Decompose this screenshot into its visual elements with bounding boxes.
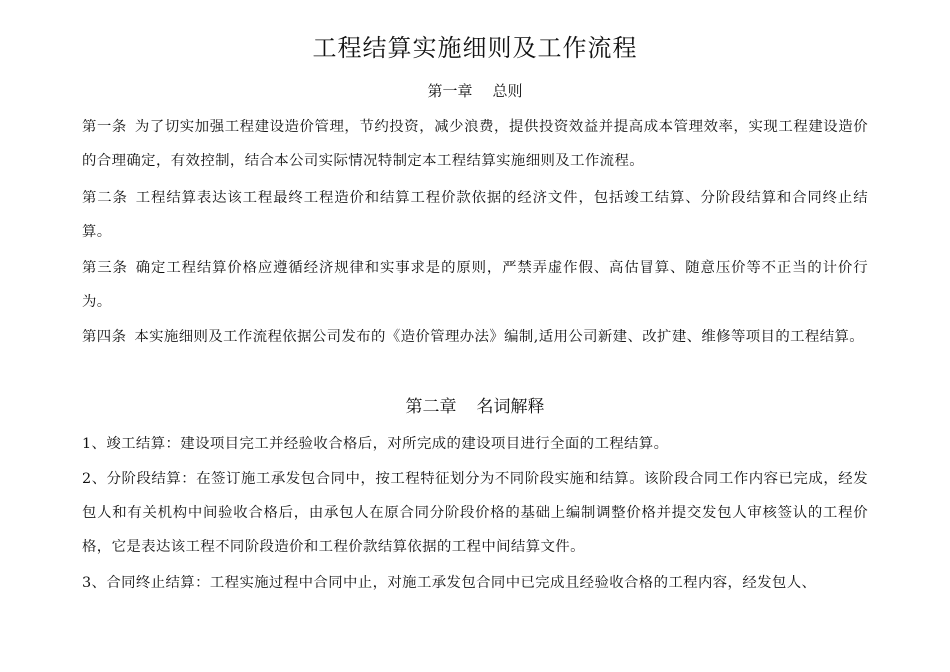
article-2-text: 工程结算表达该工程最终工程造价和结算工程价款依据的经济文件，包括竣工结算、分阶段结算和合同终止结算。 xyxy=(82,190,868,240)
article-1 xyxy=(82,110,868,178)
article-3 xyxy=(82,251,868,319)
article-3-text: 确定工程结算价格应遵循经济规律和实事求是的原则，严禁弄虚作假、高估冒算、随意压价等不正当的计价行为。 xyxy=(82,260,868,310)
chapter-2-number: 第二章 xyxy=(405,397,457,417)
article-1-text: 为了切实加强工程建设造价管理，节约投资，减少浪费，提供投资效益并提高成本管理效率，实现工程建设造价的合理确定，有效控制，结合本公司实际情况特制定本工程结算实施细则及工作流程。 xyxy=(82,119,869,169)
chapter-1-heading xyxy=(0,80,950,102)
article-1-label: 第一条 xyxy=(82,119,127,135)
definition-2: 2、分阶段结算：在签订施工承发包合同中，按工程特征划分为不同阶段实施和结算。该阶段合同工作内容已完成，经发包人和有关机构中间验收合格后，由承包人在原合同分阶段价格的基础上编制调整价格并提交发包人审核签认的工程价格，它是表达该工程不同阶段造价和工程价款结算依据的工程中间结算文件。 xyxy=(82,471,868,555)
definition-1: 1、竣工结算：建设项目完工并经验收合格后，对所完成的建设项目进行全面的工程结算。 xyxy=(82,436,669,452)
document-title: 工程结算实施细则及工作流程 xyxy=(312,34,638,62)
article-2-label: 第二条 xyxy=(82,190,128,206)
article-4-text: 本实施细则及工作流程依据公司发布的《造价管理办法》编制,适用公司新建、改扩建、维修等项目的工程结算。 xyxy=(134,329,865,345)
article-3-label: 第三条 xyxy=(82,260,128,276)
chapter-1-name: 总则 xyxy=(492,82,523,100)
article-4-label: 第四条 xyxy=(82,329,127,345)
chapter-2-name: 名词解释 xyxy=(476,397,545,417)
article-4 xyxy=(82,320,868,354)
chapter-1-number: 第一章 xyxy=(427,82,473,100)
article-2 xyxy=(82,181,868,249)
definition-3: 3、合同终止结算：工程实施过程中合同中止，对施工承发包合同中已完成且经验收合格的工程内容，经发包人、 xyxy=(82,575,817,591)
chapter-2-heading xyxy=(0,394,950,420)
